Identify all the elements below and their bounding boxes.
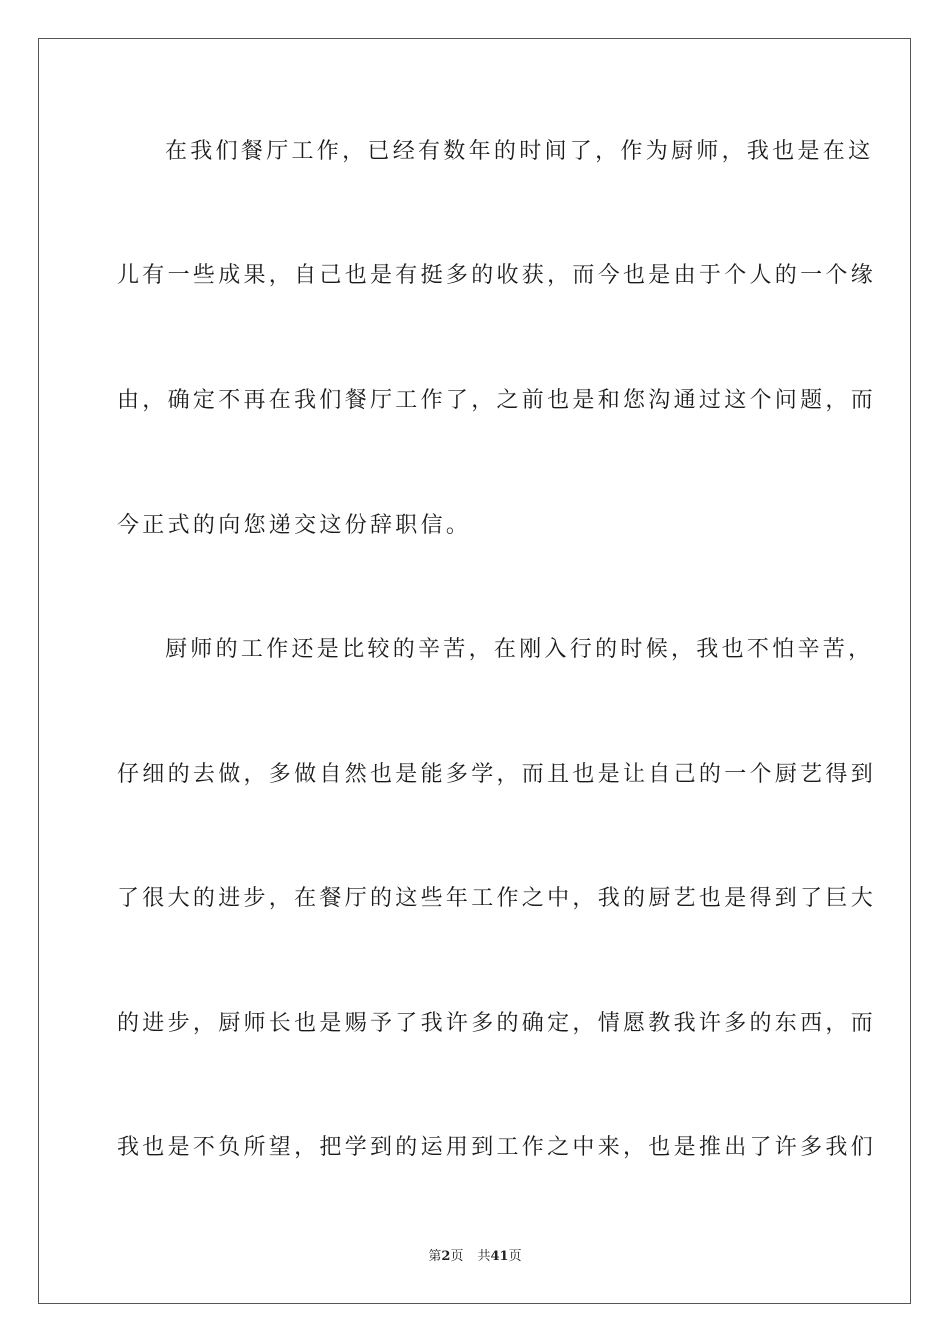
footer-total-suffix: 页 bbox=[508, 1249, 522, 1264]
paragraph-2-line-3: 了很大的进步，在餐厅的这些年工作之中，我的厨艺也是得到了巨大 bbox=[117, 886, 877, 911]
paragraph-1-line-1: 在我们餐厅工作，已经有数年的时间了，作为厨师，我也是在这 bbox=[165, 139, 874, 164]
footer-total-pages: 41 bbox=[490, 1249, 509, 1264]
page-border bbox=[38, 38, 911, 1304]
footer-page-number: 2 bbox=[441, 1249, 451, 1264]
paragraph-1-line-2: 儿有一些成果，自己也是有挺多的收获，而今也是由于个人的一个缘 bbox=[117, 263, 877, 288]
footer-page-suffix: 页 bbox=[450, 1249, 464, 1264]
paragraph-2-line-4: 的进步，厨师长也是赐予了我许多的确定，情愿教我许多的东西，而 bbox=[117, 1011, 877, 1036]
paragraph-2-line-2: 仔细的去做，多做自然也是能多学，而且也是让自己的一个厨艺得到 bbox=[117, 762, 877, 787]
paragraph-1-line-4: 今正式的向您递交这份辞职信。 bbox=[117, 513, 472, 538]
paragraph-1-line-3: 由，确定不再在我们餐厅工作了，之前也是和您沟通过这个问题，而 bbox=[117, 388, 877, 413]
footer-page-prefix: 第 bbox=[428, 1249, 442, 1264]
paragraph-2-line-5: 我也是不负所望，把学到的运用到工作之中来，也是推出了许多我们 bbox=[117, 1135, 877, 1160]
page-footer bbox=[0, 1248, 950, 1266]
paragraph-2-line-1: 厨师的工作还是比较的辛苦，在刚入行的时候，我也不怕辛苦， bbox=[165, 637, 874, 662]
footer-total-prefix: 共 bbox=[477, 1249, 491, 1264]
